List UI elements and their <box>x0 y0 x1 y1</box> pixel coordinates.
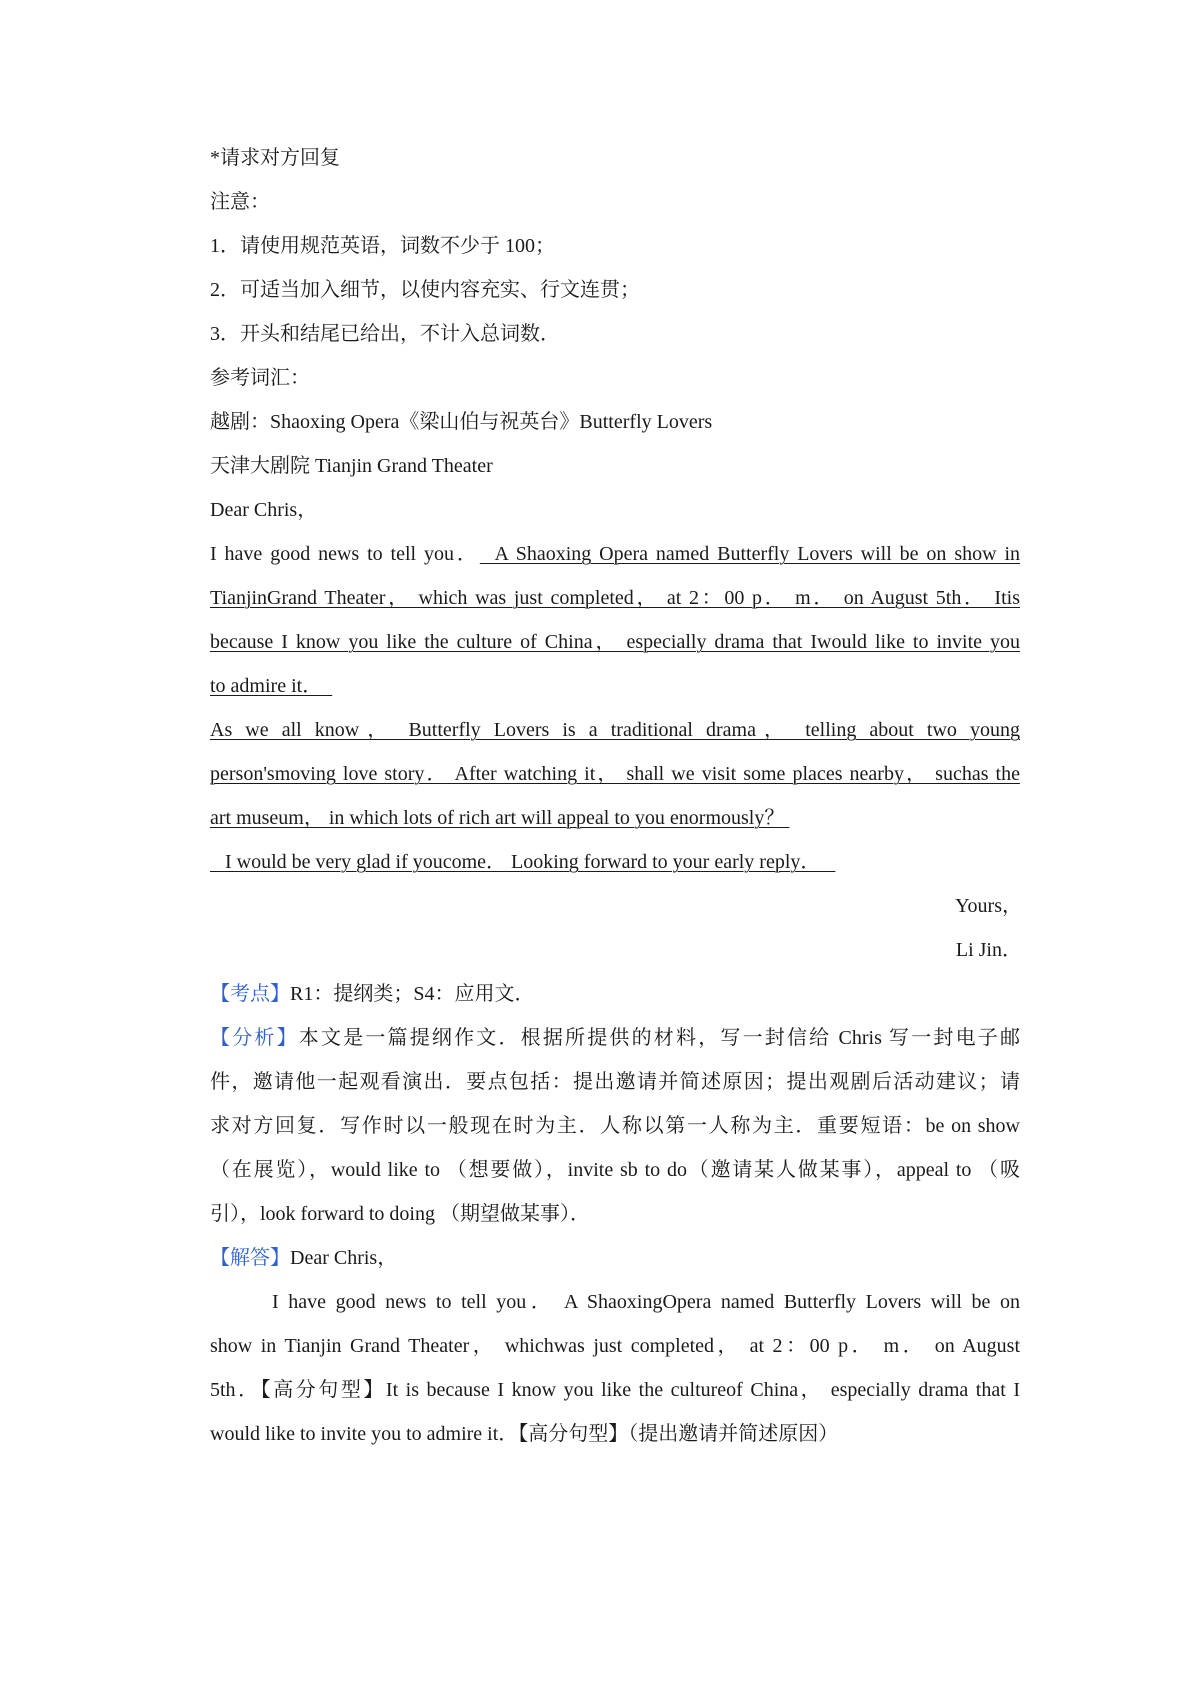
letter-p1-line1 <box>210 541 1020 567</box>
requirement-2: 2．可适当加入细节，以使内容充实、行文连贯； <box>210 279 640 301</box>
fenxi-line5: 引），look forward to doing （期望做某事）． <box>210 1203 590 1225</box>
letter-closing: Yours， <box>955 895 1022 917</box>
kaodian-text: R1：提纲类；S4：应用文． <box>290 983 535 1005</box>
vocab-item-opera: 越剧：Shaoxing Opera《梁山伯与祝英台》Butterfly Lovers <box>210 411 713 433</box>
answer-line3: 5th．【高分句型】It is because I know you like the cultureof China， especially drama that I <box>210 1379 1020 1401</box>
letter-p1-intro: I have good news to tell you． <box>210 543 480 565</box>
jieda-line <box>210 1245 1020 1271</box>
requirement-3: 3．开头和结尾已给出，不计入总词数． <box>210 323 560 345</box>
kaodian-line <box>210 981 1020 1007</box>
answer-line1: I have good news to tell you． A ShaoxingOpera named Butterfly Lovers will be on <box>272 1291 1020 1313</box>
letter-p1-line3: because I know you like the culture of China， especially drama that Iwould like to invite you <box>210 631 1020 653</box>
letter-p1-line4: to admire it． <box>210 675 333 697</box>
requirement-1: 1．请使用规范英语，词数不少于 100； <box>210 235 555 257</box>
letter-p2-line1: As we all know， Butterfly Lovers is a traditional drama， telling about two young <box>210 719 1020 741</box>
fenxi-text-1: 本文是一篇提纲作文．根据所提供的材料，写一封信给 Chris 写一封电子邮 <box>298 1027 1021 1049</box>
attention-label: 注意： <box>210 191 270 213</box>
letter-p2-line3: art museum， in which lots of rich art will appeal to you enormously？ <box>210 807 790 829</box>
fenxi-line4: （在展览），would like to （想要做），invite sb to do（邀请某人做某事），appeal to （吸 <box>210 1159 1020 1181</box>
answer-line4: would like to invite you to admire it．【高分句型】（提出邀请并简述原因） <box>210 1423 839 1445</box>
letter-p1-line2: TianjinGrand Theater， which was just completed， at 2：00 p． m． on August 5th． Itis <box>210 587 1020 609</box>
letter-p1-underlined: A Shaoxing Opera named Butterfly Lovers will be on show in <box>479 543 1020 565</box>
letter-p2-line2: person'smoving love story． After watching it， shall we visit some places nearby， suchas the <box>210 763 1020 785</box>
fenxi-line1 <box>210 1025 1020 1051</box>
letter-p3: I would be very glad if youcome． Looking forward to your early reply． <box>210 851 836 873</box>
fenxi-line3: 求对方回复．写作时以一般现在时为主．人称以第一人称为主．重要短语：be on show <box>210 1115 1020 1137</box>
letter-signature: Li Jin． <box>955 939 1022 961</box>
letter-greeting: Dear Chris， <box>210 499 318 521</box>
fenxi-line2: 件，邀请他一起观看演出．要点包括：提出邀请并简述原因；提出观剧后活动建议；请 <box>210 1071 1020 1093</box>
fenxi-tag: 【分析】 <box>210 1027 299 1049</box>
answer-line2: show in Tianjin Grand Theater， whichwas just completed， at 2：00 p． m． on August <box>210 1335 1020 1357</box>
kaodian-tag: 【考点】 <box>210 983 290 1005</box>
vocab-label: 参考词汇： <box>210 367 310 389</box>
jieda-tag: 【解答】 <box>210 1247 290 1269</box>
jieda-greeting: Dear Chris， <box>290 1247 398 1269</box>
vocab-item-theater: 天津大剧院 Tianjin Grand Theater <box>210 455 493 477</box>
reply-request-note: *请求对方回复 <box>210 147 340 169</box>
